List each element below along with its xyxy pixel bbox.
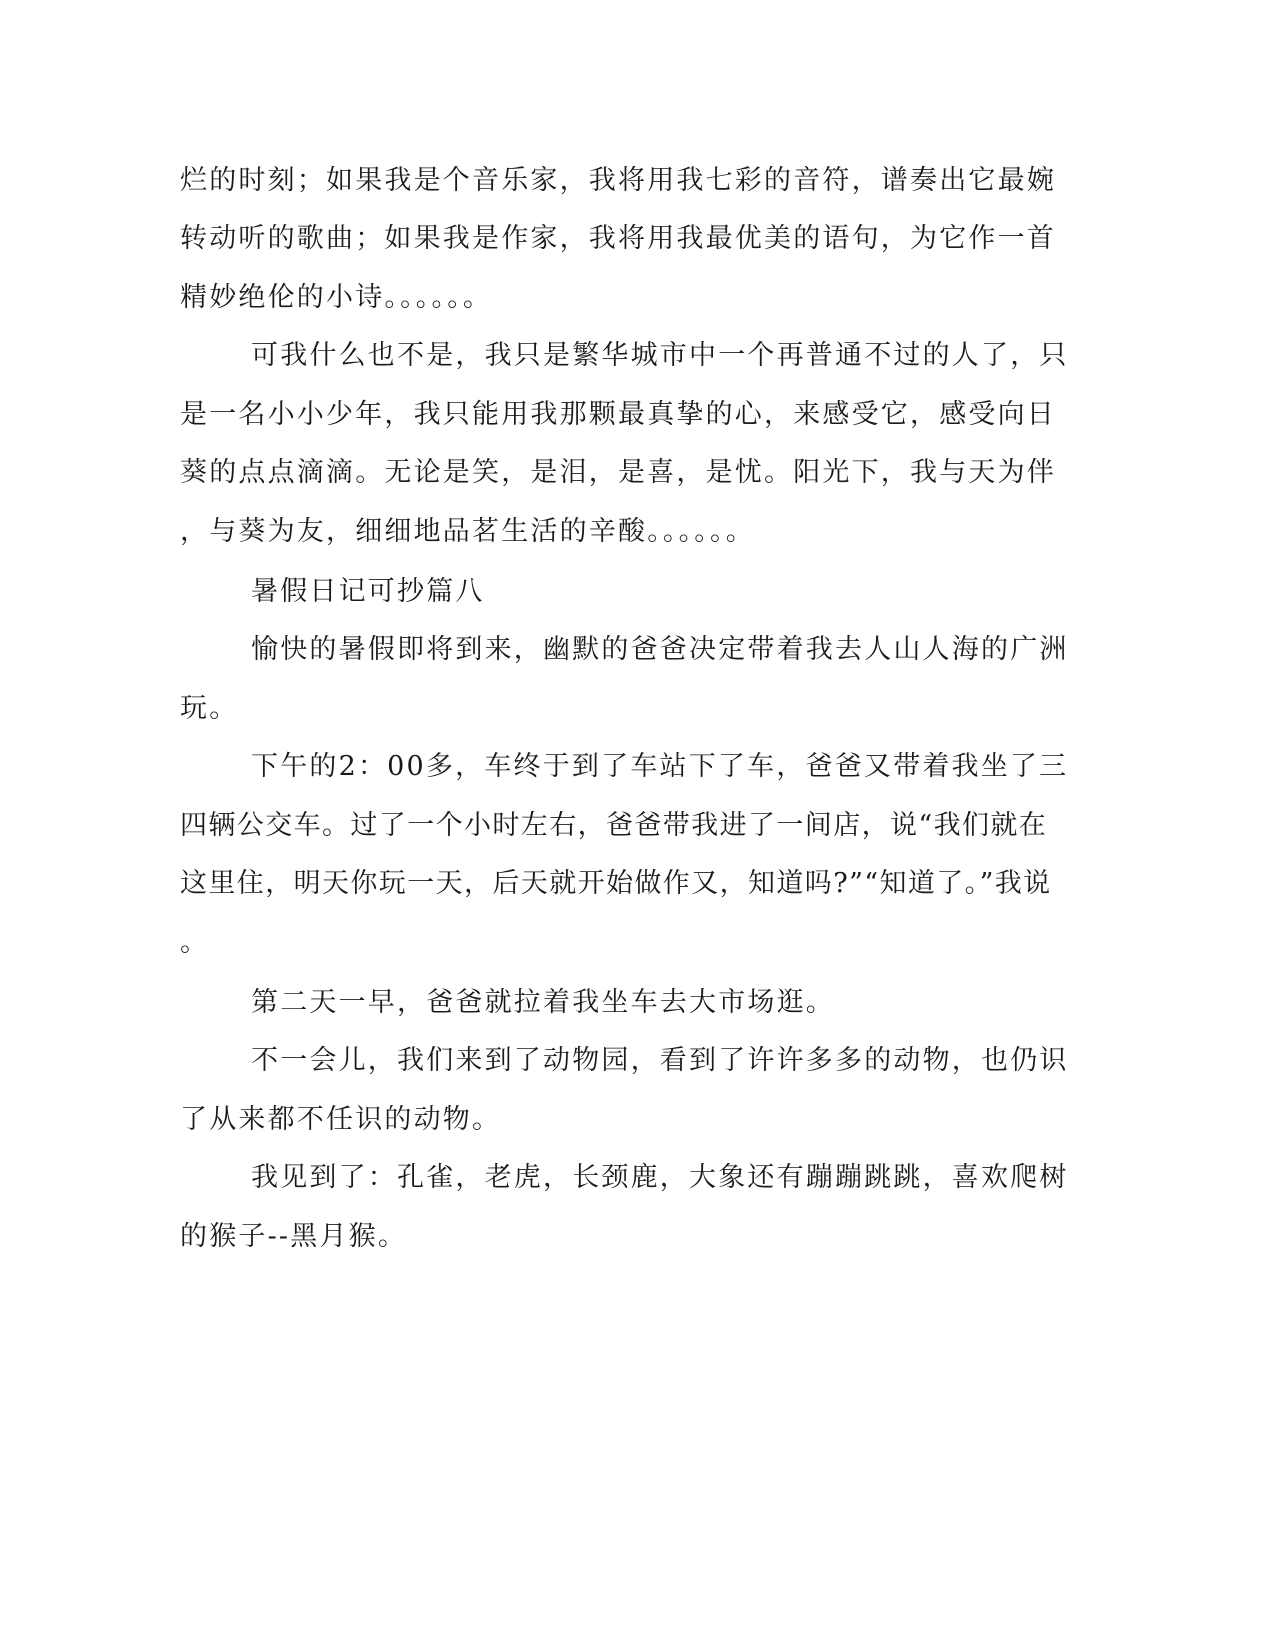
text-line: 四辆公交车。过了一个小时左右，爸爸带我进了一间店，说“我们就在 <box>180 810 1048 841</box>
text-line: 玩。 <box>180 693 239 724</box>
text-line: 葵的点点滴滴。无论是笑，是泪，是喜，是忧。阳光下，我与天为伴 <box>180 457 1056 488</box>
text-line: 可我什么也不是，我只是繁华城市中一个再普通不过的人了，只 <box>251 340 1069 371</box>
text-line: 的猴子--黑月猴。 <box>180 1221 408 1252</box>
text-line: ，与葵为友，细细地品茗生活的辛酸。。。。。。 <box>180 516 755 547</box>
text-line: 烂的时刻；如果我是个音乐家，我将用我七彩的音符，谱奏出它最婉 <box>180 165 1056 196</box>
text-line: 这里住，明天你玩一天，后天就开始做作又，知道吗?”“知道了。”我说 <box>180 868 1052 899</box>
text-line: 。 <box>180 927 210 958</box>
text-line: 我见到了：孔雀，老虎，长颈鹿，大象还有蹦蹦跳跳，喜欢爬树 <box>251 1162 1069 1193</box>
section-heading: 暑假日记可抄篇八 <box>251 576 485 607</box>
text-line: 愉快的暑假即将到来，幽默的爸爸决定带着我去人山人海的广洲 <box>251 634 1069 665</box>
text-line: 第二天一早，爸爸就拉着我坐车去大市场逛。 <box>251 987 835 1018</box>
text-line: 下午的2：00多，车终于到了车站下了车，爸爸又带着我坐了三 <box>251 751 1069 782</box>
text-line: 了从来都不任识的动物。 <box>180 1104 502 1135</box>
text-line: 是一名小小少年，我只能用我那颗最真挚的心，来感受它，感受向日 <box>180 399 1056 430</box>
text-line: 精妙绝伦的小诗。。。。。。 <box>180 282 493 313</box>
text-line: 不一会儿，我们来到了动物园，看到了许许多多的动物，也仍识 <box>251 1045 1069 1076</box>
text-line: 转动听的歌曲；如果我是作家，我将用我最优美的语句，为它作一首 <box>180 223 1056 254</box>
